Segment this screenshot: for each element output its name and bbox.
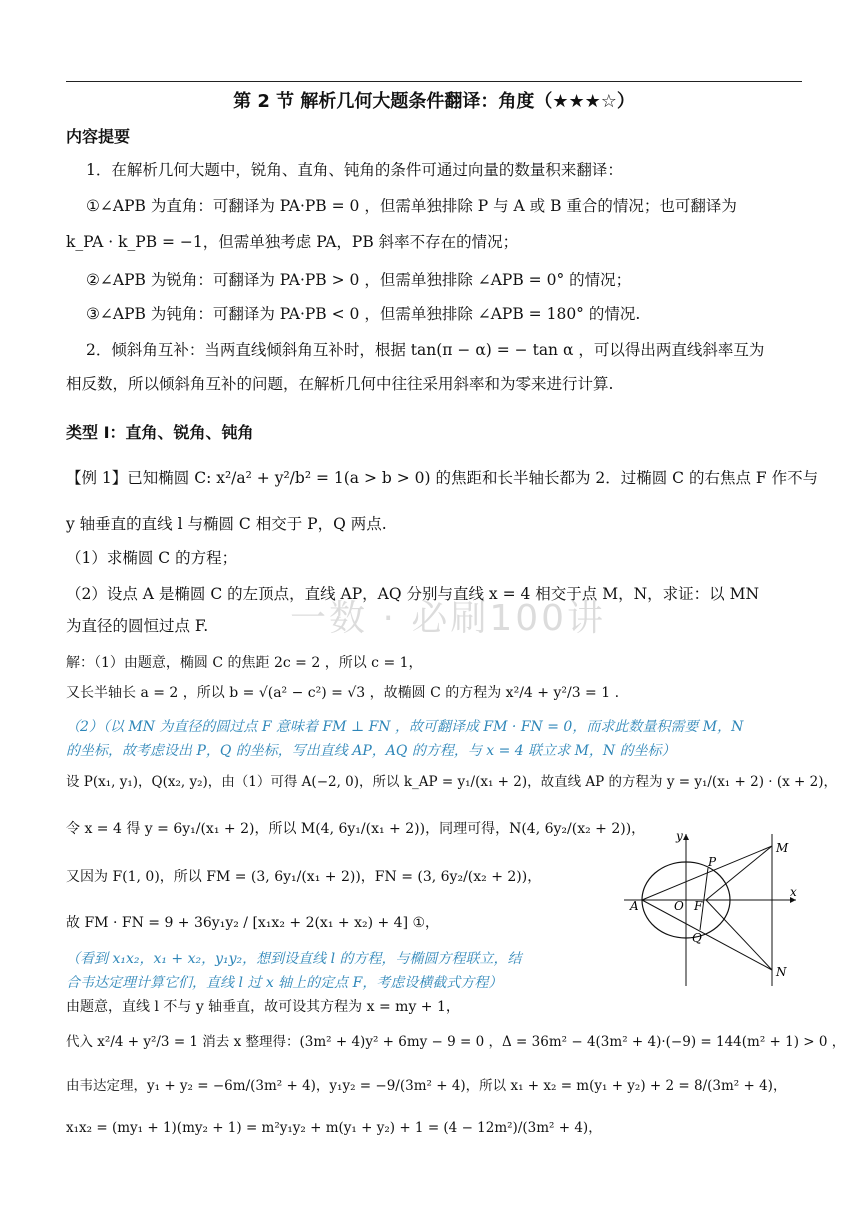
solution-line: 故 FM · FN = 9 + 36y₁y₂ / [x₁x₂ + 2(x₁ + x₂) + 4] ①，: [66, 915, 440, 931]
ellipse-diagram: [620, 830, 800, 990]
solution-line: 代入 x²/4 + y²/3 = 1 消去 x 整理得：(3m² + 4)y² + 6my − 9 = 0 ，Δ = 36m² − 4(3m² + 4)·(−9) = 144(m² + 1) > 0 ，: [66, 1034, 846, 1050]
summary-line: 2．倾斜角互补：当两直线倾斜角互补时，根据 tan(π − α) = − tan α ，可以得出两直线斜率互为: [86, 341, 765, 359]
solution-line: 解：（1）由题意，椭圆 C 的焦距 2c = 2 ，所以 c = 1，: [66, 655, 423, 671]
solution-line: 又长半轴长 a = 2 ，所以 b = √(a² − c²) = √3 ，故椭圆 C 的方程为 x²/4 + y²/3 = 1 .: [66, 685, 620, 701]
note-line: 合韦达定理计算它们，直线 l 过 x 轴上的定点 F，考虑设横截式方程）: [66, 975, 503, 991]
solution-line: 设 P(x₁, y₁)，Q(x₂, y₂)，由（1）可得 A(−2, 0)，所以 k_AP = y₁/(x₁ + 2)，故直线 AP 的方程为 y = y₁/(x₁ + 2) · (x + 2)，: [66, 774, 837, 790]
example-line: 为直径的圆恒过点 F.: [66, 617, 209, 635]
solution-line: x₁x₂ = (my₁ + 1)(my₂ + 1) = m²y₁y₂ + m(y₁ + y₂) + 1 = (4 − 12m²)/(3m² + 4)，: [66, 1120, 602, 1136]
label-y: y: [676, 830, 683, 843]
label-N: N: [776, 965, 787, 979]
solution-line: 由韦达定理，y₁ + y₂ = −6m/(3m² + 4)，y₁y₂ = −9/(3m² + 4)，所以 x₁ + x₂ = m(y₁ + y₂) + 2 = 8/(3m² + 4)，: [66, 1078, 787, 1094]
label-Q: Q: [692, 931, 702, 945]
note-line: （2）（以 MN 为直径的圆过点 F 意味着 FM ⊥ FN ，故可翻译成 FM · FN = 0，而求此数量积需要 M，N: [66, 719, 744, 735]
example-line: y 轴垂直的直线 l 与椭圆 C 相交于 P，Q 两点.: [66, 515, 387, 533]
label-A: A: [630, 899, 639, 913]
summary-line: k_PA · k_PB = −1，但需单独考虑 PA，PB 斜率不存在的情况；: [66, 233, 519, 251]
watermark: 一数 · 必刷100讲: [290, 598, 607, 639]
example-line: （2）设点 A 是椭圆 C 的左顶点，直线 AP，AQ 分别与直线 x = 4 相交于点 M，N，求证：以 MN: [66, 585, 760, 603]
header-rule: [66, 81, 802, 82]
summary-line: ③∠APB 为钝角：可翻译为 PA·PB < 0 ，但需单独排除 ∠APB = 180° 的情况.: [86, 305, 641, 323]
summary-line: 相反数，所以倾斜角互补的问题，在解析几何中往往采用斜率和为零来进行计算.: [66, 375, 614, 393]
note-line: 的坐标，故考虑设出 P，Q 的坐标，写出直线 AP，AQ 的方程，与 x = 4 联立求 M，N 的坐标）: [66, 743, 676, 759]
summary-line: ①∠APB 为直角：可翻译为 PA·PB = 0 ，但需单独排除 P 与 A 或 B 重合的情况；也可翻译为: [86, 197, 737, 215]
solution-line: 由题意，直线 l 不与 y 轴垂直，故可设其方程为 x = my + 1，: [66, 999, 460, 1015]
type-heading: 类型 I：直角、锐角、钝角: [66, 423, 254, 442]
solution-line: 令 x = 4 得 y = 6y₁/(x₁ + 2)，所以 M(4, 6y₁/(x₁ + 2))，同理可得，N(4, 6y₂/(x₂ + 2))，: [66, 821, 646, 837]
label-x: x: [790, 885, 797, 899]
y-axis-arrow: [683, 834, 689, 840]
example-line: （1）求椭圆 C 的方程；: [66, 549, 238, 567]
summary-heading: 内容提要: [66, 127, 131, 146]
summary-line: 1．在解析几何大题中，锐角、直角、钝角的条件可通过向量的数量积来翻译：: [86, 161, 623, 179]
summary-line: ②∠APB 为锐角：可翻译为 PA·PB > 0 ，但需单独排除 ∠APB = 0° 的情况；: [86, 271, 632, 289]
label-O: O: [674, 899, 684, 913]
label-P: P: [708, 855, 717, 869]
note-line: （看到 x₁x₂，x₁ + x₂，y₁y₂，想到设直线 l 的方程，与椭圆方程联立，结: [66, 951, 522, 967]
section-title: 第 2 节 解析几何大题条件翻译：角度（★★★☆）: [233, 91, 635, 112]
line-FN: [706, 900, 772, 970]
solution-line: 又因为 F(1, 0)，所以 FM = (3, 6y₁/(x₁ + 2))，FN = (3, 6y₂/(x₂ + 2))，: [66, 869, 542, 885]
label-F: F: [694, 899, 703, 913]
example-line: 【例 1】已知椭圆 C: x²/a² + y²/b² = 1(a > b > 0) 的焦距和长半轴长都为 2．过椭圆 C 的右焦点 F 作不与: [66, 469, 819, 487]
label-M: M: [776, 841, 789, 855]
line-AN: [642, 900, 772, 970]
